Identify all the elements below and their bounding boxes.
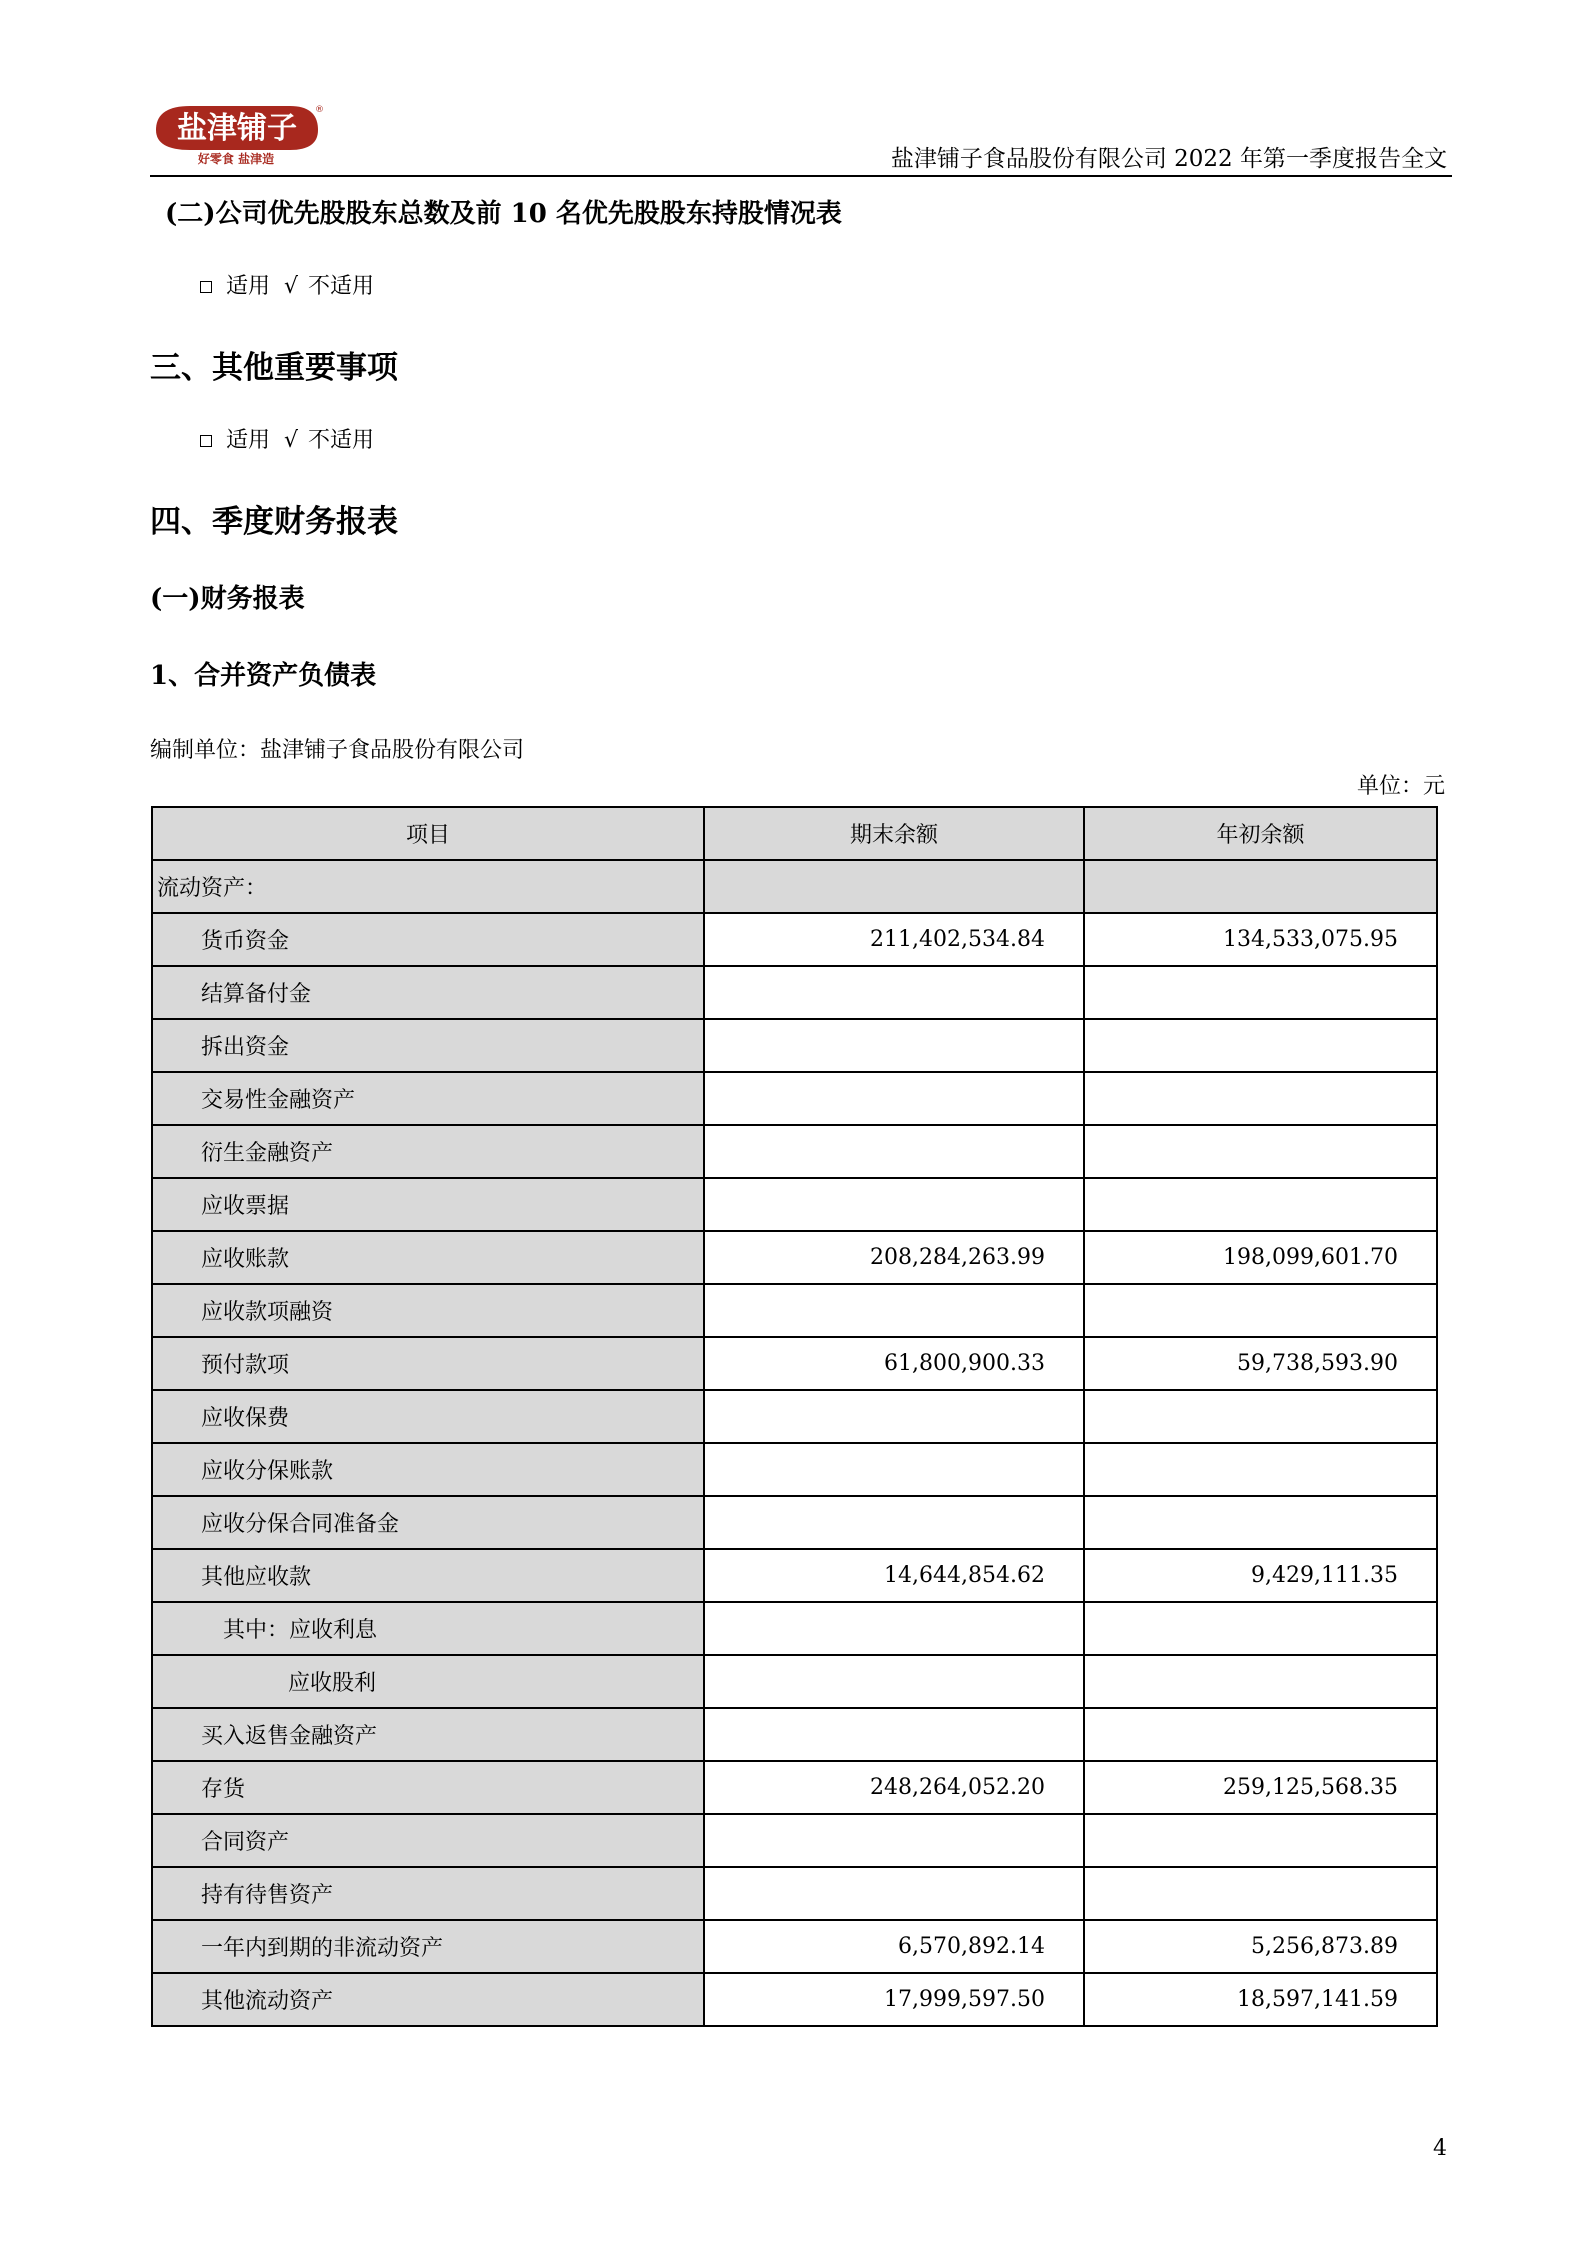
cell-begin-balance: 134,533,075.95: [1084, 913, 1437, 966]
page-number: 4: [1433, 2136, 1447, 2161]
cell-end-balance: [704, 1125, 1084, 1178]
table-row: [152, 1549, 1437, 1602]
table-row: [152, 1072, 1437, 1125]
table-row: [152, 860, 1437, 913]
row-label: 应收款项融资: [152, 1284, 704, 1337]
row-label: 应收分保账款: [152, 1443, 704, 1496]
cell-begin-balance: [1084, 1284, 1437, 1337]
cell-end-balance: [704, 1708, 1084, 1761]
table-row: [152, 1125, 1437, 1178]
financial-statements-heading: 四、季度财务报表: [150, 504, 398, 540]
table-row: [152, 1761, 1437, 1814]
row-label: 其他应收款: [152, 1549, 704, 1602]
checkbox-unchecked-icon: [200, 281, 212, 293]
row-label: 流动资产：: [152, 860, 704, 913]
balance-sheet-table: [151, 806, 1438, 2027]
table-row: [152, 1920, 1437, 1973]
cell-end-balance: 208,284,263.99: [704, 1231, 1084, 1284]
logo-main-text: 盐津铺子: [177, 111, 297, 146]
other-matters-heading: 三、其他重要事项: [150, 350, 398, 386]
cell-end-balance: 61,800,900.33: [704, 1337, 1084, 1390]
cell-end-balance: [704, 1178, 1084, 1231]
logo-slogan-text: 好零食 盐津造: [197, 152, 275, 166]
column-header-end-balance: 期末余额: [704, 807, 1084, 860]
row-label: 持有待售资产: [152, 1867, 704, 1920]
table-row: [152, 966, 1437, 1019]
cell-end-balance: [704, 1284, 1084, 1337]
table-row: [152, 1496, 1437, 1549]
row-label: 预付款项: [152, 1337, 704, 1390]
svg-text:®: ®: [315, 105, 324, 115]
checkbox-unchecked-icon: [200, 435, 212, 447]
check-mark-icon: √: [284, 428, 299, 453]
cell-end-balance: [704, 1072, 1084, 1125]
cell-end-balance: 14,644,854.62: [704, 1549, 1084, 1602]
cell-begin-balance: [1084, 1496, 1437, 1549]
applicability-option-other-matters: [200, 423, 374, 454]
cell-end-balance: [704, 1602, 1084, 1655]
table-row: [152, 1284, 1437, 1337]
table-row: [152, 1814, 1437, 1867]
row-label: 其中：应收利息: [152, 1602, 704, 1655]
cell-end-balance: [704, 860, 1084, 913]
applicability-option-preferred: [200, 269, 374, 300]
cell-begin-balance: [1084, 1072, 1437, 1125]
cell-begin-balance: [1084, 1867, 1437, 1920]
cell-begin-balance: 9,429,111.35: [1084, 1549, 1437, 1602]
table-row: [152, 913, 1437, 966]
cell-end-balance: [704, 966, 1084, 1019]
row-label: 合同资产: [152, 1814, 704, 1867]
column-header-item: 项目: [152, 807, 704, 860]
cell-end-balance: [704, 1496, 1084, 1549]
table-row: [152, 1019, 1437, 1072]
cell-begin-balance: 5,256,873.89: [1084, 1920, 1437, 1973]
financial-sub-heading: (一)财务报表: [150, 584, 305, 614]
header-divider: [150, 175, 1452, 177]
table-row: [152, 1708, 1437, 1761]
column-header-begin-balance: 年初余额: [1084, 807, 1437, 860]
cell-end-balance: [704, 1867, 1084, 1920]
row-label: 货币资金: [152, 913, 704, 966]
company-logo: [150, 100, 325, 168]
preferred-shareholders-heading: (二)公司优先股股东总数及前 10 名优先股股东持股情况表: [165, 199, 842, 229]
cell-begin-balance: [1084, 1814, 1437, 1867]
cell-begin-balance: 18,597,141.59: [1084, 1973, 1437, 2026]
row-label: 买入返售金融资产: [152, 1708, 704, 1761]
compiling-unit: 编制单位：盐津铺子食品股份有限公司: [150, 738, 525, 763]
table-header-row: [152, 807, 1437, 860]
check-mark-icon: √: [284, 274, 299, 299]
cell-begin-balance: [1084, 1019, 1437, 1072]
table-row: [152, 1443, 1437, 1496]
table-row: [152, 1231, 1437, 1284]
balance-sheet-heading: 1、合并资产负债表: [150, 661, 377, 691]
cell-begin-balance: [1084, 1708, 1437, 1761]
cell-begin-balance: [1084, 1443, 1437, 1496]
row-label: 应收账款: [152, 1231, 704, 1284]
applicable-label: 适用: [226, 428, 271, 453]
table-row: [152, 1602, 1437, 1655]
cell-begin-balance: [1084, 1655, 1437, 1708]
table-row: [152, 1390, 1437, 1443]
table-row: [152, 1655, 1437, 1708]
applicable-label: 适用: [226, 274, 271, 299]
row-label: 应收票据: [152, 1178, 704, 1231]
cell-end-balance: [704, 1814, 1084, 1867]
cell-end-balance: 6,570,892.14: [704, 1920, 1084, 1973]
row-label: 存货: [152, 1761, 704, 1814]
cell-end-balance: [704, 1390, 1084, 1443]
row-label: 一年内到期的非流动资产: [152, 1920, 704, 1973]
not-applicable-label: 不适用: [308, 428, 375, 453]
row-label: 衍生金融资产: [152, 1125, 704, 1178]
currency-unit: 单位：元: [1356, 774, 1445, 799]
row-label: 交易性金融资产: [152, 1072, 704, 1125]
cell-end-balance: [704, 1019, 1084, 1072]
row-label: 应收股利: [152, 1655, 704, 1708]
not-applicable-label: 不适用: [308, 274, 375, 299]
row-label: 拆出资金: [152, 1019, 704, 1072]
cell-begin-balance: [1084, 860, 1437, 913]
cell-begin-balance: [1084, 966, 1437, 1019]
cell-end-balance: 248,264,052.20: [704, 1761, 1084, 1814]
table-row: [152, 1178, 1437, 1231]
cell-begin-balance: [1084, 1178, 1437, 1231]
cell-begin-balance: [1084, 1602, 1437, 1655]
cell-end-balance: 17,999,597.50: [704, 1973, 1084, 2026]
table-row: [152, 1867, 1437, 1920]
row-label: 结算备付金: [152, 966, 704, 1019]
row-label: 其他流动资产: [152, 1973, 704, 2026]
cell-end-balance: [704, 1655, 1084, 1708]
document-title: 盐津铺子食品股份有限公司 2022 年第一季度报告全文: [890, 146, 1447, 172]
cell-begin-balance: 59,738,593.90: [1084, 1337, 1437, 1390]
cell-begin-balance: 198,099,601.70: [1084, 1231, 1437, 1284]
cell-end-balance: 211,402,534.84: [704, 913, 1084, 966]
cell-begin-balance: 259,125,568.35: [1084, 1761, 1437, 1814]
row-label: 应收分保合同准备金: [152, 1496, 704, 1549]
row-label: 应收保费: [152, 1390, 704, 1443]
table-row: [152, 1337, 1437, 1390]
cell-begin-balance: [1084, 1125, 1437, 1178]
cell-end-balance: [704, 1443, 1084, 1496]
cell-begin-balance: [1084, 1390, 1437, 1443]
table-row: [152, 1973, 1437, 2026]
